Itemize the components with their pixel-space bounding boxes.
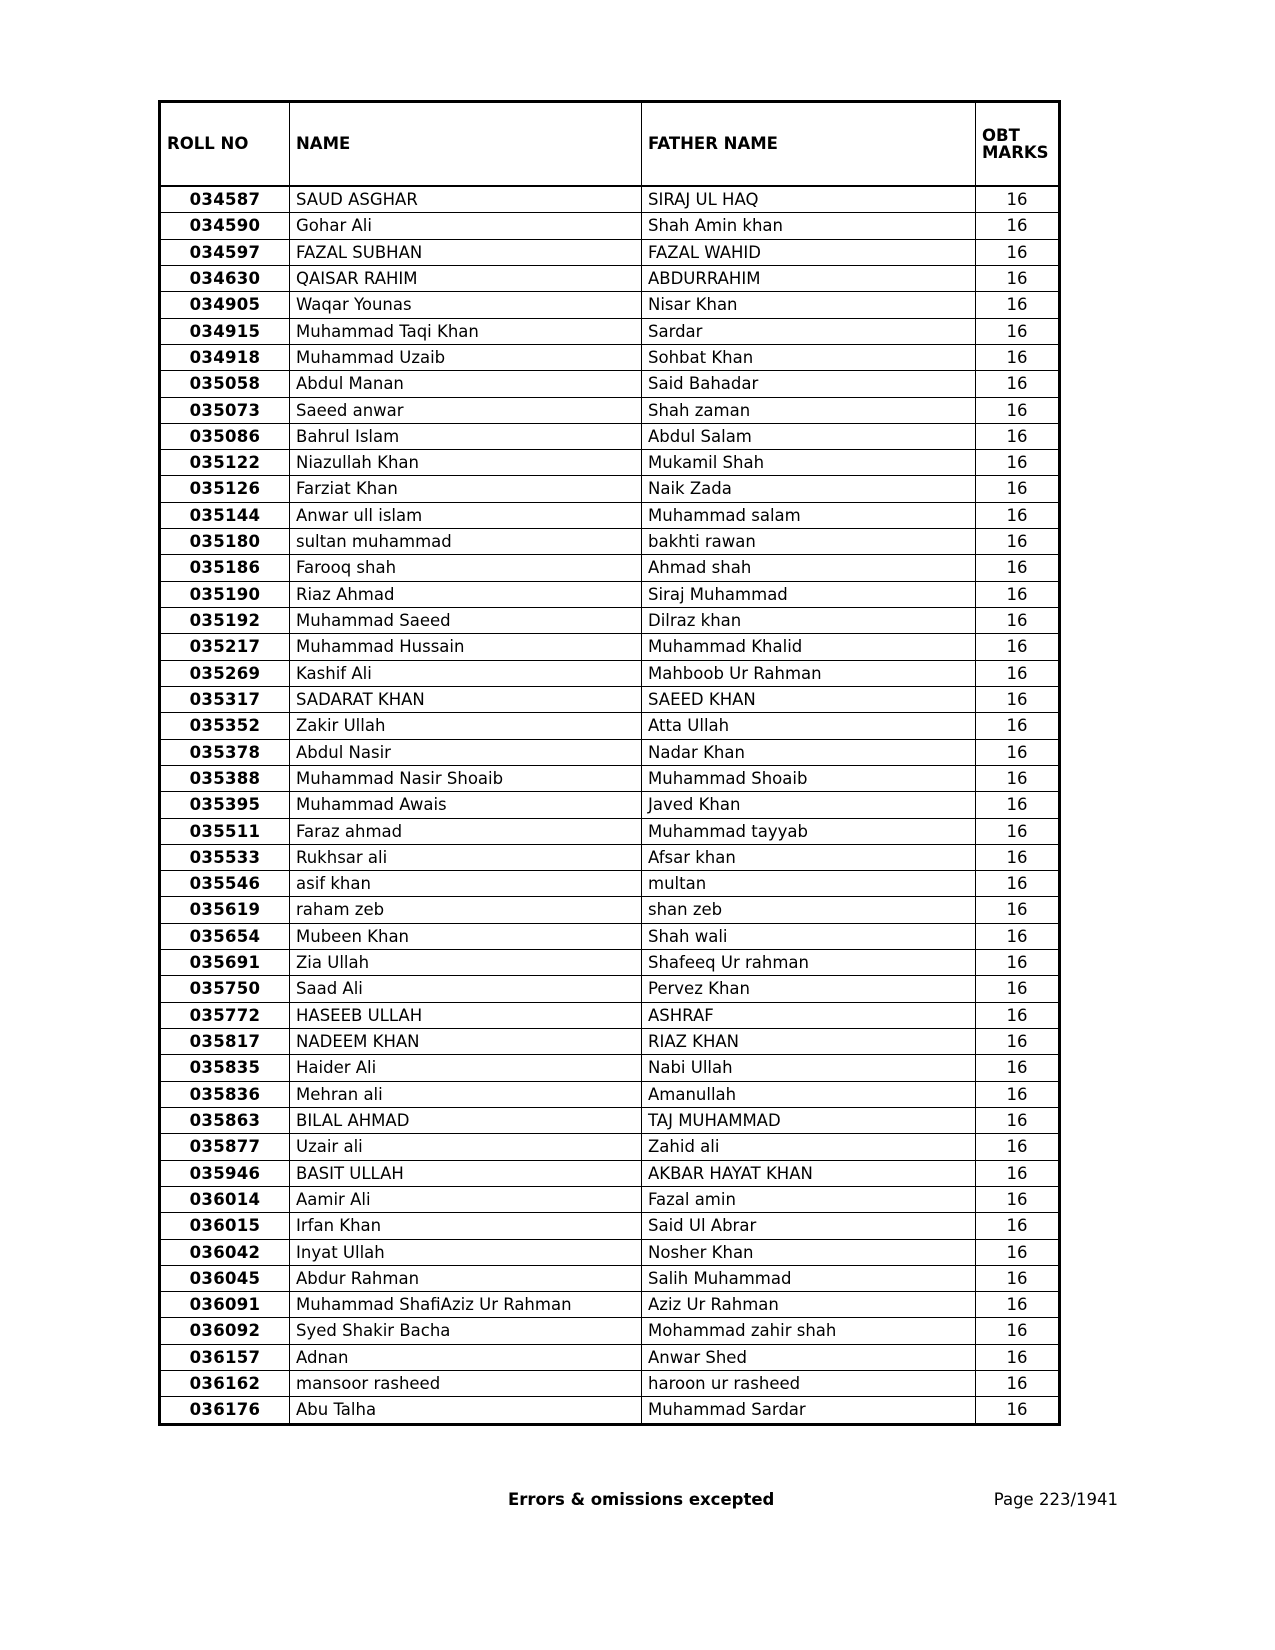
cell-roll-no: 035126: [160, 476, 290, 502]
cell-obt-marks: 16: [976, 1371, 1060, 1397]
cell-name: Muhammad Uzaib: [290, 344, 642, 370]
cell-roll-no: 035378: [160, 739, 290, 765]
table-row: [160, 634, 1060, 660]
table-row: [160, 1029, 1060, 1055]
cell-father-name: bakhti rawan: [642, 529, 976, 555]
table-row: [160, 239, 1060, 265]
cell-father-name: Ahmad shah: [642, 555, 976, 581]
cell-name: Zakir Ullah: [290, 713, 642, 739]
cell-name: Uzair ali: [290, 1134, 642, 1160]
cell-name: sultan muhammad: [290, 529, 642, 555]
cell-father-name: Aziz Ur Rahman: [642, 1292, 976, 1318]
cell-obt-marks: 16: [976, 976, 1060, 1002]
cell-name: Aamir Ali: [290, 1186, 642, 1212]
cell-father-name: Siraj Muhammad: [642, 581, 976, 607]
cell-father-name: Nisar Khan: [642, 292, 976, 318]
cell-obt-marks: 16: [976, 818, 1060, 844]
cell-name: Muhammad Awais: [290, 792, 642, 818]
cell-name: Adnan: [290, 1344, 642, 1370]
cell-name: Abu Talha: [290, 1397, 642, 1424]
table-row: [160, 186, 1060, 213]
cell-roll-no: 036162: [160, 1371, 290, 1397]
cell-roll-no: 036014: [160, 1186, 290, 1212]
cell-obt-marks: 16: [976, 1107, 1060, 1133]
cell-father-name: Naik Zada: [642, 476, 976, 502]
table-row: [160, 423, 1060, 449]
cell-obt-marks: 16: [976, 950, 1060, 976]
table-row: [160, 608, 1060, 634]
table-row: [160, 344, 1060, 370]
table-row: [160, 871, 1060, 897]
table-row: [160, 660, 1060, 686]
cell-obt-marks: 16: [976, 1318, 1060, 1344]
table-row: [160, 450, 1060, 476]
page-footer: [158, 1490, 1118, 1514]
table-row: [160, 1081, 1060, 1107]
cell-name: SAUD ASGHAR: [290, 186, 642, 213]
cell-father-name: Nosher Khan: [642, 1239, 976, 1265]
cell-father-name: SAEED KHAN: [642, 686, 976, 712]
cell-father-name: Shah wali: [642, 923, 976, 949]
cell-obt-marks: 16: [976, 1265, 1060, 1291]
cell-obt-marks: 16: [976, 923, 1060, 949]
table-row: [160, 581, 1060, 607]
cell-name: Zia Ullah: [290, 950, 642, 976]
cell-roll-no: 035144: [160, 502, 290, 528]
cell-name: Saad Ali: [290, 976, 642, 1002]
cell-roll-no: 035946: [160, 1160, 290, 1186]
table-row: [160, 318, 1060, 344]
table-header-row: [160, 102, 1060, 187]
cell-roll-no: 034587: [160, 186, 290, 213]
cell-father-name: Abdul Salam: [642, 423, 976, 449]
cell-name: asif khan: [290, 871, 642, 897]
cell-name: BILAL AHMAD: [290, 1107, 642, 1133]
cell-father-name: RIAZ KHAN: [642, 1029, 976, 1055]
table-row: [160, 476, 1060, 502]
cell-name: Kashif Ali: [290, 660, 642, 686]
cell-father-name: Muhammad Sardar: [642, 1397, 976, 1424]
cell-roll-no: 036092: [160, 1318, 290, 1344]
cell-father-name: Javed Khan: [642, 792, 976, 818]
cell-obt-marks: 16: [976, 529, 1060, 555]
cell-roll-no: 036091: [160, 1292, 290, 1318]
cell-father-name: FAZAL WAHID: [642, 239, 976, 265]
table-row: [160, 686, 1060, 712]
cell-name: Muhammad Saeed: [290, 608, 642, 634]
cell-father-name: Said Ul Abrar: [642, 1213, 976, 1239]
cell-obt-marks: 16: [976, 213, 1060, 239]
table-row: [160, 213, 1060, 239]
cell-roll-no: 035217: [160, 634, 290, 660]
cell-obt-marks: 16: [976, 1134, 1060, 1160]
cell-roll-no: 035073: [160, 397, 290, 423]
cell-roll-no: 034915: [160, 318, 290, 344]
cell-name: FAZAL SUBHAN: [290, 239, 642, 265]
cell-father-name: shan zeb: [642, 897, 976, 923]
cell-roll-no: 035122: [160, 450, 290, 476]
table-row: [160, 1371, 1060, 1397]
cell-roll-no: 034590: [160, 213, 290, 239]
cell-name: Muhammad ShafiAziz Ur Rahman: [290, 1292, 642, 1318]
cell-obt-marks: 16: [976, 318, 1060, 344]
cell-obt-marks: 16: [976, 450, 1060, 476]
table-row: [160, 1344, 1060, 1370]
cell-father-name: Shah Amin khan: [642, 213, 976, 239]
cell-name: Muhammad Nasir Shoaib: [290, 765, 642, 791]
cell-roll-no: 035750: [160, 976, 290, 1002]
cell-father-name: Zahid ali: [642, 1134, 976, 1160]
cell-name: Bahrul Islam: [290, 423, 642, 449]
cell-name: Niazullah Khan: [290, 450, 642, 476]
cell-father-name: Nadar Khan: [642, 739, 976, 765]
table-row: [160, 1186, 1060, 1212]
cell-father-name: ABDURRAHIM: [642, 265, 976, 291]
cell-obt-marks: 16: [976, 1239, 1060, 1265]
cell-father-name: Salih Muhammad: [642, 1265, 976, 1291]
cell-father-name: Shah zaman: [642, 397, 976, 423]
cell-father-name: Amanullah: [642, 1081, 976, 1107]
cell-name: Abdur Rahman: [290, 1265, 642, 1291]
cell-roll-no: 036042: [160, 1239, 290, 1265]
cell-roll-no: 035180: [160, 529, 290, 555]
table-body: [160, 186, 1060, 1424]
cell-obt-marks: 16: [976, 844, 1060, 870]
cell-roll-no: 036176: [160, 1397, 290, 1424]
cell-roll-no: 034597: [160, 239, 290, 265]
cell-father-name: SIRAJ UL HAQ: [642, 186, 976, 213]
cell-roll-no: 035772: [160, 1002, 290, 1028]
table-row: [160, 1213, 1060, 1239]
cell-obt-marks: 16: [976, 292, 1060, 318]
table-row: [160, 713, 1060, 739]
cell-obt-marks: 16: [976, 1186, 1060, 1212]
table-row: [160, 292, 1060, 318]
cell-roll-no: 035388: [160, 765, 290, 791]
table-row: [160, 1239, 1060, 1265]
cell-name: Farooq shah: [290, 555, 642, 581]
cell-father-name: Muhammad salam: [642, 502, 976, 528]
cell-roll-no: 035691: [160, 950, 290, 976]
cell-roll-no: 034918: [160, 344, 290, 370]
cell-name: raham zeb: [290, 897, 642, 923]
table-row: [160, 397, 1060, 423]
cell-name: NADEEM KHAN: [290, 1029, 642, 1055]
cell-name: Mubeen Khan: [290, 923, 642, 949]
cell-obt-marks: 16: [976, 265, 1060, 291]
table-row: [160, 976, 1060, 1002]
cell-roll-no: 035192: [160, 608, 290, 634]
cell-name: SADARAT KHAN: [290, 686, 642, 712]
cell-name: HASEEB ULLAH: [290, 1002, 642, 1028]
cell-obt-marks: 16: [976, 502, 1060, 528]
table-row: [160, 818, 1060, 844]
cell-name: QAISAR RAHIM: [290, 265, 642, 291]
cell-obt-marks: 16: [976, 1081, 1060, 1107]
column-header-obt-marks: [976, 102, 1060, 187]
cell-name: Anwar ull islam: [290, 502, 642, 528]
table-row: [160, 1318, 1060, 1344]
cell-name: BASIT ULLAH: [290, 1160, 642, 1186]
cell-name: Muhammad Taqi Khan: [290, 318, 642, 344]
cell-obt-marks: 16: [976, 1160, 1060, 1186]
table-row: [160, 265, 1060, 291]
table-row: [160, 1265, 1060, 1291]
cell-name: Farziat Khan: [290, 476, 642, 502]
cell-obt-marks: 16: [976, 476, 1060, 502]
cell-roll-no: 035877: [160, 1134, 290, 1160]
cell-father-name: Muhammad tayyab: [642, 818, 976, 844]
table-row: [160, 1107, 1060, 1133]
cell-obt-marks: 16: [976, 1292, 1060, 1318]
cell-name: Rukhsar ali: [290, 844, 642, 870]
cell-name: Faraz ahmad: [290, 818, 642, 844]
table-row: [160, 555, 1060, 581]
cell-roll-no: 035317: [160, 686, 290, 712]
cell-obt-marks: 16: [976, 1344, 1060, 1370]
cell-roll-no: 035654: [160, 923, 290, 949]
table-row: [160, 529, 1060, 555]
cell-father-name: Mohammad zahir shah: [642, 1318, 976, 1344]
cell-roll-no: 035533: [160, 844, 290, 870]
cell-name: Abdul Manan: [290, 371, 642, 397]
cell-name: Riaz Ahmad: [290, 581, 642, 607]
cell-obt-marks: 16: [976, 608, 1060, 634]
cell-roll-no: 035352: [160, 713, 290, 739]
cell-name: Saeed anwar: [290, 397, 642, 423]
obt-marks-line2: MARKS: [982, 143, 1049, 162]
cell-obt-marks: 16: [976, 871, 1060, 897]
cell-obt-marks: 16: [976, 739, 1060, 765]
table-row: [160, 897, 1060, 923]
cell-father-name: haroon ur rasheed: [642, 1371, 976, 1397]
table-row: [160, 1292, 1060, 1318]
table-row: [160, 739, 1060, 765]
cell-father-name: Anwar Shed: [642, 1344, 976, 1370]
cell-obt-marks: 16: [976, 634, 1060, 660]
table-row: [160, 1134, 1060, 1160]
column-header-name: NAME: [290, 102, 642, 187]
table-row: [160, 765, 1060, 791]
cell-obt-marks: 16: [976, 765, 1060, 791]
results-table-container: [158, 100, 1058, 1426]
cell-father-name: TAJ MUHAMMAD: [642, 1107, 976, 1133]
table-row: [160, 502, 1060, 528]
cell-name: Syed Shakir Bacha: [290, 1318, 642, 1344]
cell-roll-no: 035395: [160, 792, 290, 818]
results-table: [158, 100, 1061, 1426]
table-row: [160, 1055, 1060, 1081]
cell-roll-no: 035546: [160, 871, 290, 897]
cell-father-name: Said Bahadar: [642, 371, 976, 397]
cell-name: Mehran ali: [290, 1081, 642, 1107]
cell-father-name: Mahboob Ur Rahman: [642, 660, 976, 686]
cell-father-name: Atta Ullah: [642, 713, 976, 739]
cell-obt-marks: 16: [976, 1029, 1060, 1055]
table-row: [160, 1160, 1060, 1186]
cell-roll-no: 035086: [160, 423, 290, 449]
cell-obt-marks: 16: [976, 555, 1060, 581]
cell-roll-no: 036045: [160, 1265, 290, 1291]
cell-father-name: Sardar: [642, 318, 976, 344]
cell-father-name: Mukamil Shah: [642, 450, 976, 476]
cell-obt-marks: 16: [976, 1397, 1060, 1424]
cell-roll-no: 036015: [160, 1213, 290, 1239]
column-header-father-name: FATHER NAME: [642, 102, 976, 187]
table-row: [160, 1397, 1060, 1424]
cell-obt-marks: 16: [976, 1055, 1060, 1081]
footer-page-number: Page 223/1941: [993, 1490, 1118, 1509]
column-header-roll-no: ROLL NO: [160, 102, 290, 187]
cell-father-name: Dilraz khan: [642, 608, 976, 634]
cell-father-name: multan: [642, 871, 976, 897]
cell-roll-no: 035863: [160, 1107, 290, 1133]
cell-name: mansoor rasheed: [290, 1371, 642, 1397]
table-row: [160, 950, 1060, 976]
table-row: [160, 792, 1060, 818]
cell-obt-marks: 16: [976, 686, 1060, 712]
cell-name: Irfan Khan: [290, 1213, 642, 1239]
cell-roll-no: 035835: [160, 1055, 290, 1081]
cell-father-name: Sohbat Khan: [642, 344, 976, 370]
table-row: [160, 1002, 1060, 1028]
cell-obt-marks: 16: [976, 1213, 1060, 1239]
cell-roll-no: 034630: [160, 265, 290, 291]
cell-obt-marks: 16: [976, 581, 1060, 607]
cell-obt-marks: 16: [976, 423, 1060, 449]
table-header: [160, 102, 1060, 187]
cell-father-name: ASHRAF: [642, 1002, 976, 1028]
obt-marks-line1: OBT: [982, 125, 1020, 145]
table-row: [160, 371, 1060, 397]
cell-roll-no: 035817: [160, 1029, 290, 1055]
cell-father-name: Muhammad Shoaib: [642, 765, 976, 791]
table-row: [160, 923, 1060, 949]
cell-roll-no: 035269: [160, 660, 290, 686]
cell-father-name: AKBAR HAYAT KHAN: [642, 1160, 976, 1186]
table-row: [160, 844, 1060, 870]
cell-name: Inyat Ullah: [290, 1239, 642, 1265]
cell-obt-marks: 16: [976, 1002, 1060, 1028]
cell-obt-marks: 16: [976, 371, 1060, 397]
cell-obt-marks: 16: [976, 397, 1060, 423]
cell-roll-no: 035190: [160, 581, 290, 607]
cell-roll-no: 035836: [160, 1081, 290, 1107]
footer-note: Errors & omissions excepted: [508, 1490, 775, 1509]
cell-roll-no: 035058: [160, 371, 290, 397]
cell-obt-marks: 16: [976, 792, 1060, 818]
cell-father-name: Pervez Khan: [642, 976, 976, 1002]
cell-father-name: Nabi Ullah: [642, 1055, 976, 1081]
cell-roll-no: 034905: [160, 292, 290, 318]
cell-father-name: Muhammad Khalid: [642, 634, 976, 660]
cell-name: Abdul Nasir: [290, 739, 642, 765]
cell-obt-marks: 16: [976, 660, 1060, 686]
cell-father-name: Shafeeq Ur rahman: [642, 950, 976, 976]
cell-father-name: Afsar khan: [642, 844, 976, 870]
cell-obt-marks: 16: [976, 239, 1060, 265]
cell-name: Waqar Younas: [290, 292, 642, 318]
cell-obt-marks: 16: [976, 897, 1060, 923]
cell-obt-marks: 16: [976, 713, 1060, 739]
cell-roll-no: 035511: [160, 818, 290, 844]
cell-roll-no: 035619: [160, 897, 290, 923]
cell-name: Haider Ali: [290, 1055, 642, 1081]
cell-father-name: Fazal amin: [642, 1186, 976, 1212]
cell-name: Gohar Ali: [290, 213, 642, 239]
cell-roll-no: 035186: [160, 555, 290, 581]
cell-obt-marks: 16: [976, 344, 1060, 370]
cell-name: Muhammad Hussain: [290, 634, 642, 660]
cell-roll-no: 036157: [160, 1344, 290, 1370]
cell-obt-marks: 16: [976, 186, 1060, 213]
